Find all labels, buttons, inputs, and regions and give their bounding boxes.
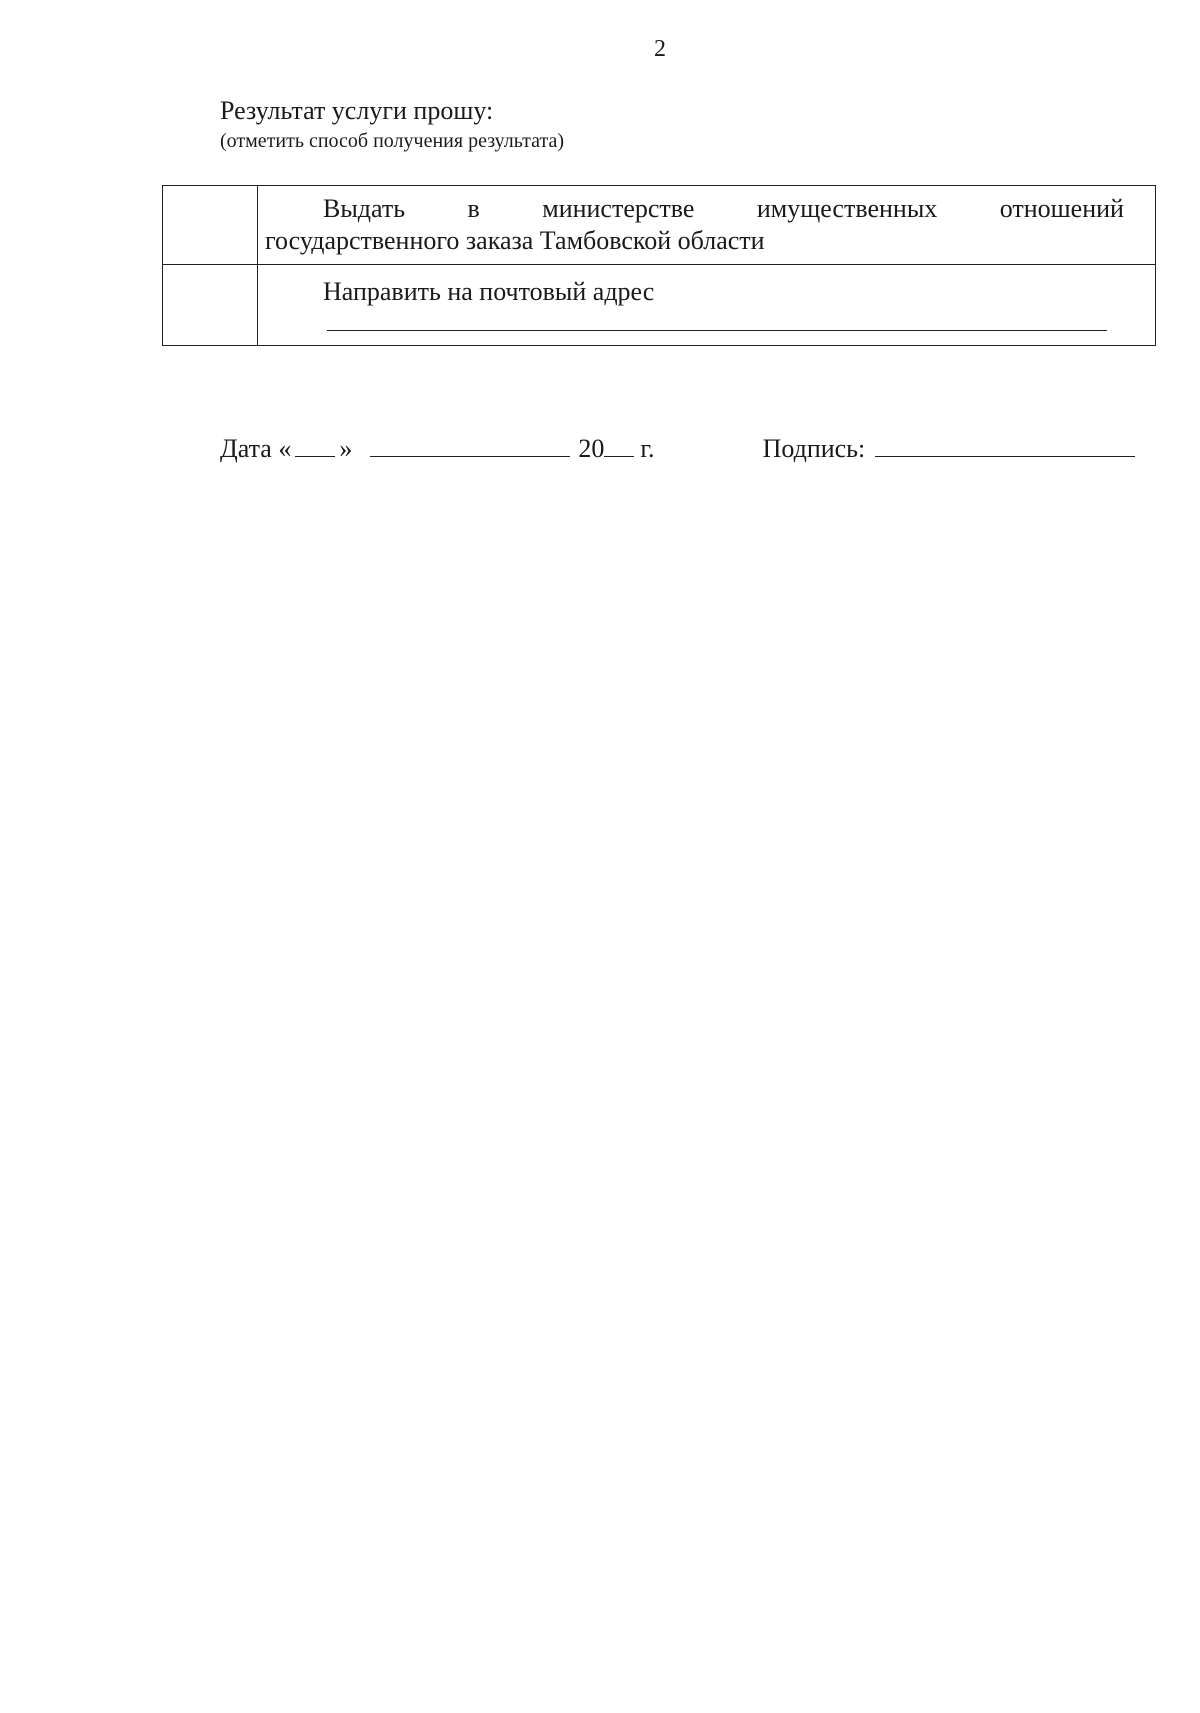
- date-label: Дата «: [220, 434, 292, 463]
- option-row-send-by-mail: [163, 265, 1156, 346]
- option-word: Выдать: [323, 194, 406, 223]
- year-suffix: г.: [640, 434, 655, 463]
- date-signature-row: [220, 434, 1150, 464]
- option-label-issue-in-ministry: [258, 186, 1156, 265]
- postal-address-field[interactable]: [327, 330, 1107, 331]
- year-prefix: 20: [578, 434, 605, 463]
- result-options-table: [162, 185, 1156, 346]
- option-checkbox-issue-in-ministry[interactable]: [163, 186, 258, 265]
- date-month-field[interactable]: [370, 434, 570, 457]
- section-heading: Результат услуги прошу:: [220, 96, 494, 125]
- option-text-line-1: [265, 193, 1124, 225]
- date-close-quote: »: [339, 434, 353, 463]
- option-row-issue-in-ministry: [163, 186, 1156, 265]
- page-number: 2: [654, 36, 666, 62]
- option-label-send-by-mail: [258, 265, 1156, 346]
- option-checkbox-send-by-mail[interactable]: [163, 265, 258, 346]
- date-day-field[interactable]: [295, 434, 335, 457]
- option-word: имущественных: [756, 194, 938, 223]
- date-year-field[interactable]: [604, 434, 634, 457]
- option-text-line-2: государственного заказа Тамбовской области: [265, 226, 765, 255]
- signature-field[interactable]: [875, 434, 1135, 457]
- option-word: отношений: [999, 194, 1124, 223]
- option-word: в: [467, 194, 480, 223]
- option-text-send-by-mail: Направить на почтовый адрес: [323, 277, 655, 306]
- section-subheading: (отметить способ получения результата): [220, 130, 564, 152]
- option-word: министерстве: [542, 194, 695, 223]
- signature-label: Подпись:: [762, 434, 866, 463]
